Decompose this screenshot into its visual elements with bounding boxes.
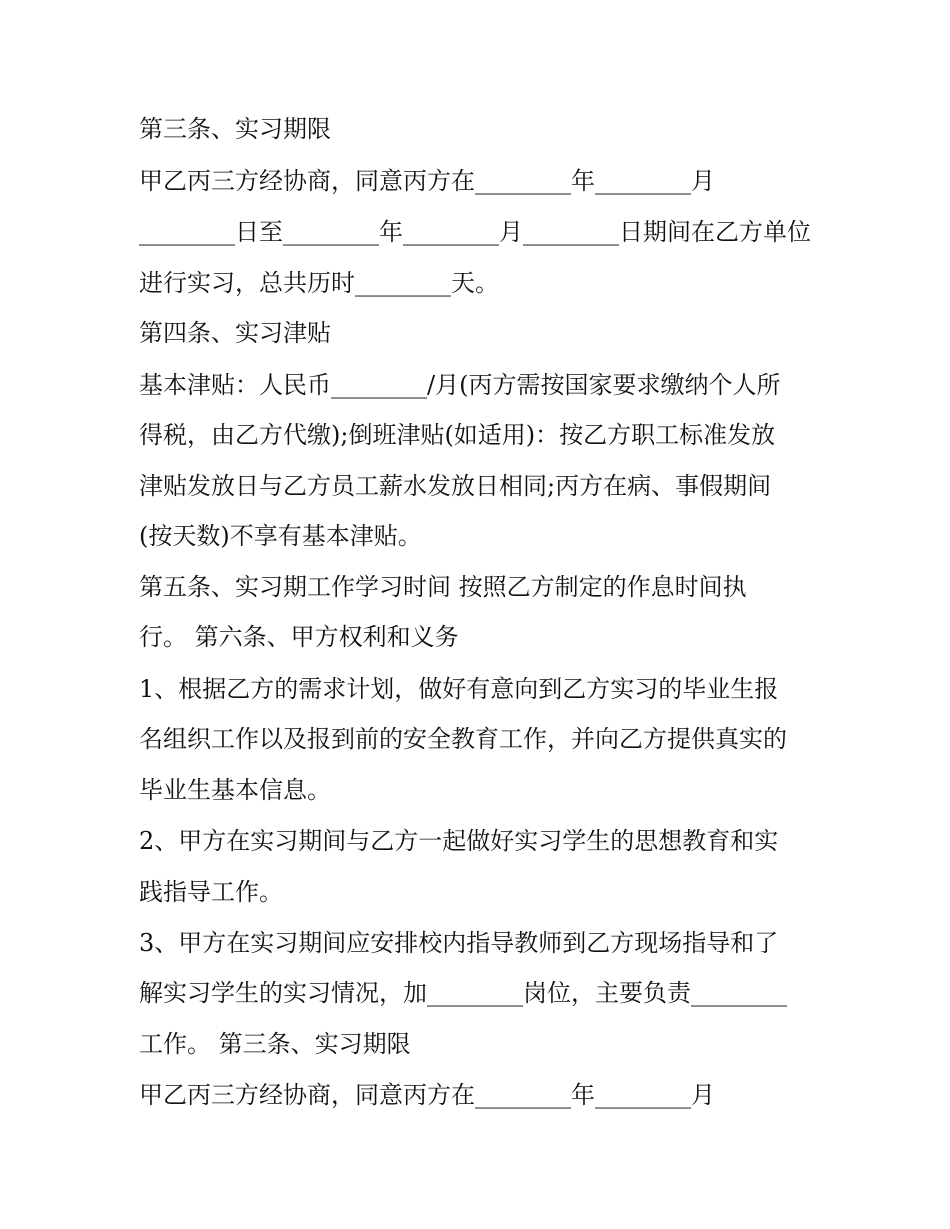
paragraph-line: 工作。 第三条、实习期限 [139,1030,411,1058]
paragraph-line: 名组织工作以及报到前的安全教育工作，并向乙方提供真实的 [139,725,787,753]
heading-article-3: 第三条、实习期限 [139,115,331,143]
list-item-1: 1、根据乙方的需求计划，做好有意向到乙方实习的毕业生报 [139,675,779,703]
paragraph-line: 解实习学生的实习情况，加________岗位，主要负责________ [139,979,787,1007]
list-item-3: 3、甲方在实习期间应安排校内指导教师到乙方现场指导和了 [139,929,779,957]
paragraph-line: 津贴发放日与乙方员工薪水发放日相同;丙方在病、事假期间 [139,472,772,500]
heading-article-4: 第四条、实习津贴 [139,319,331,347]
paragraph-line: 践指导工作。 [139,878,283,906]
paragraph-line: 得税，由乙方代缴);倒班津贴(如适用)：按乙方职工标准发放 [139,421,776,449]
paragraph-line: 基本津贴：人民币________/月(丙方需按国家要求缴纳个人所 [139,371,781,399]
paragraph-line: 甲乙丙三方经协商，同意丙方在________年________月 [139,1081,715,1109]
list-item-2: 2、甲方在实习期间与乙方一起做好实习学生的思想教育和实 [139,827,779,855]
paragraph-line: 毕业生基本信息。 [139,776,331,804]
paragraph-line: 行。 第六条、甲方权利和义务 [139,623,459,651]
paragraph-line: (按天数)不享有基本津贴。 [139,522,422,550]
heading-article-5: 第五条、实习期工作学习时间 按照乙方制定的作息时间执 [139,573,747,601]
paragraph-line: ________日至________年________月________日期间在乙方单位 [139,218,811,246]
paragraph-line: 甲乙丙三方经协商，同意丙方在________年________月 [139,167,715,195]
paragraph-line: 进行实习，总共历时________天。 [139,269,499,297]
